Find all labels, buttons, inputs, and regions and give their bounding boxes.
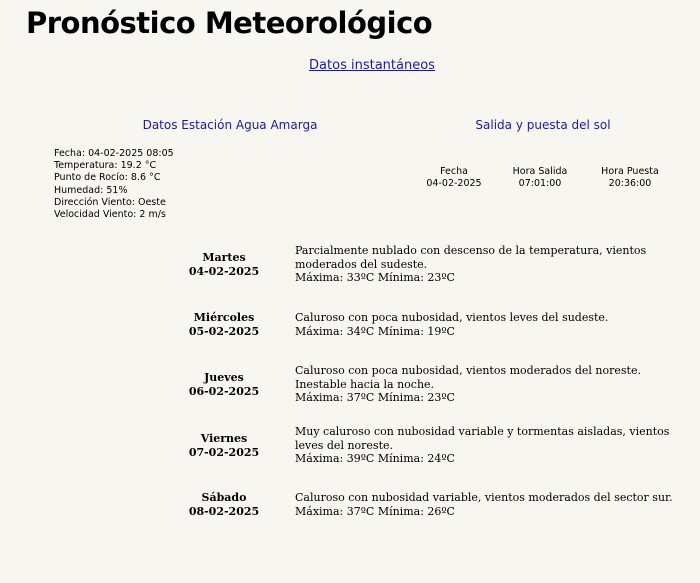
station-data (54, 148, 174, 221)
forecast-description: Caluroso con poca nubosidad, vientos leves del sudeste. (295, 311, 609, 324)
sun-value-sunrise: 07:01:00 (518, 178, 562, 189)
station-wind-speed: Velocidad Viento: 2 m/s (54, 209, 166, 221)
forecast-temps: Máxima: 34ºC Mínima: 19ºC (295, 324, 455, 338)
forecast-description: Caluroso con poca nubosidad, vientos moderados del noreste. Inestable hacia la noche. (295, 364, 641, 391)
station-title: Datos Estación Agua Amarga (142, 118, 318, 132)
sun-header-sunset: Hora Puesta (601, 166, 659, 177)
forecast-temps: Máxima: 33ºC Mínima: 23ºC (295, 271, 455, 285)
sun-value-sunset: 20:36:00 (608, 178, 652, 189)
forecast-day: Jueves (204, 371, 244, 384)
forecast-text-cell (295, 425, 687, 466)
station-temperature: Temperatura: 19.2 °C (54, 160, 157, 172)
forecast-day-cell (170, 251, 278, 278)
sun-col-date (414, 166, 494, 190)
sun-header-date: Fecha (440, 166, 468, 177)
forecast-temps: Máxima: 37ºC Mínima: 26ºC (295, 504, 455, 518)
station-dew-point: Punto de Rocío: 8.6 °C (54, 172, 161, 184)
station-date: Fecha: 04-02-2025 08:05 (54, 148, 174, 159)
forecast-date: 08-02-2025 (188, 504, 260, 518)
page-title: Pronóstico Meteorológico (26, 6, 433, 40)
forecast-temps: Máxima: 37ºC Mínima: 23ºC (295, 391, 455, 405)
forecast-day: Martes (202, 251, 246, 264)
station-humidity: Humedad: 51% (54, 184, 128, 196)
sun-col-sunset (590, 166, 670, 190)
forecast-temps: Máxima: 39ºC Mínima: 24ºC (295, 452, 455, 466)
station-wind-direction: Dirección Viento: Oeste (54, 196, 166, 208)
forecast-day-cell (170, 311, 278, 338)
sun-col-sunrise (500, 166, 580, 190)
forecast-date: 04-02-2025 (188, 264, 260, 278)
forecast-text-cell (295, 491, 687, 518)
forecast-text-cell (295, 311, 687, 338)
forecast-day: Miércoles (193, 311, 255, 324)
forecast-day: Sábado (201, 491, 247, 504)
forecast-day-cell (170, 432, 278, 459)
forecast-date: 05-02-2025 (188, 324, 260, 338)
forecast-description: Caluroso con nubosidad variable, vientos moderados del sector sur. (295, 491, 673, 504)
forecast-description: Parcialmente nublado con descenso de la temperatura, vientos moderados del sudeste. (295, 244, 647, 271)
forecast-date: 06-02-2025 (188, 384, 260, 398)
sun-title: Salida y puesta del sol (475, 118, 611, 132)
forecast-description: Muy caluroso con nubosidad variable y tormentas aisladas, vientos leves del noreste. (295, 425, 670, 452)
forecast-day: Viernes (200, 432, 248, 445)
forecast-day-cell (170, 491, 278, 518)
forecast-day-cell (170, 371, 278, 398)
forecast-text-cell (295, 244, 687, 285)
sun-header-sunrise: Hora Salida (512, 166, 568, 177)
forecast-date: 07-02-2025 (188, 445, 260, 459)
forecast-text-cell (295, 364, 687, 405)
sun-value-date: 04-02-2025 (426, 178, 482, 189)
instant-data-link[interactable]: Datos instantáneos (309, 58, 435, 73)
